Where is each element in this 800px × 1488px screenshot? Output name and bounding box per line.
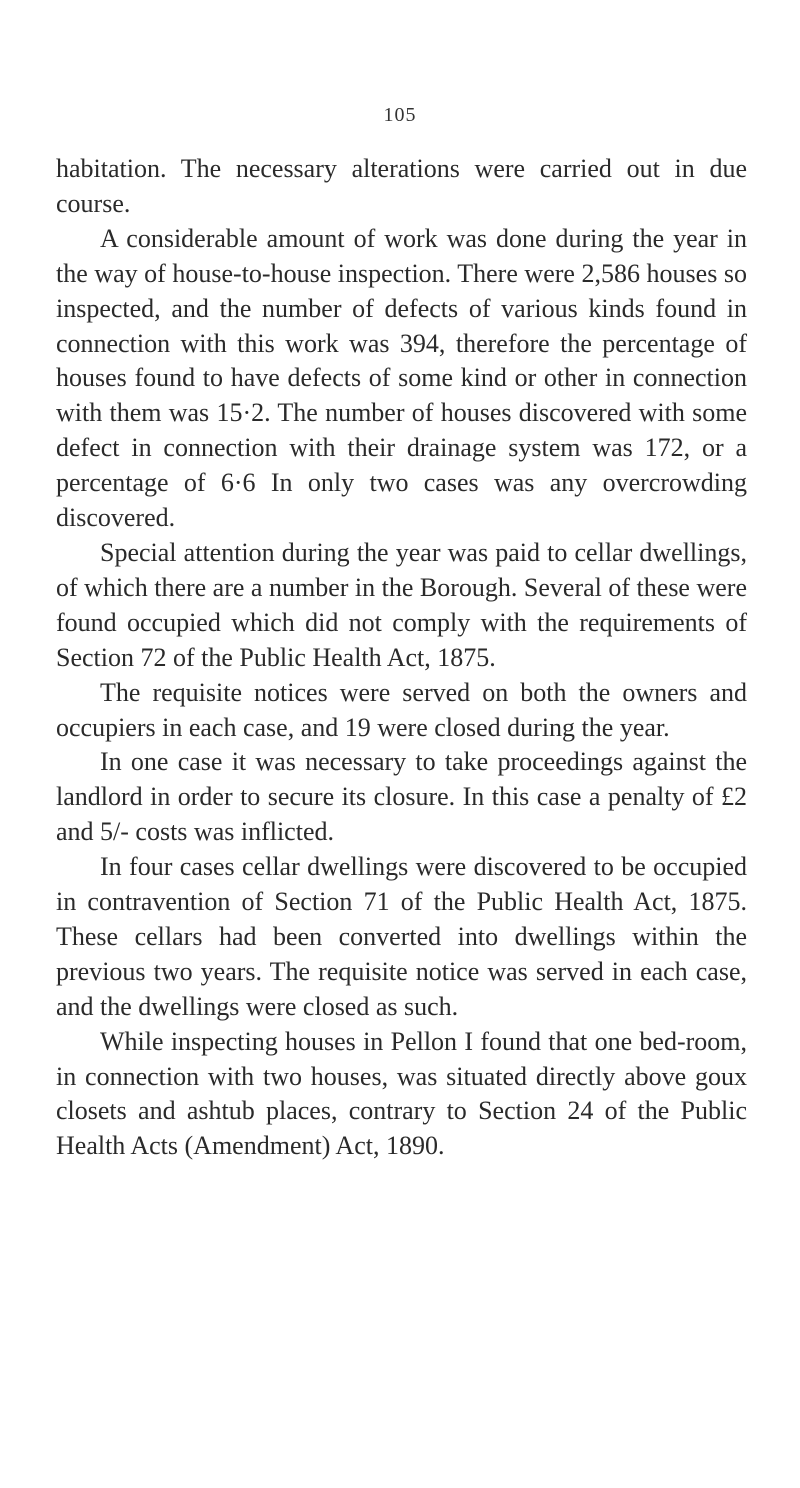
paragraph-proceedings: In one case it was necessary to take proceedings against the landlord in order to secure its closure. In this case a penalty of £2 and 5/- costs was inflicted. <box>56 747 747 847</box>
paragraph-pellon-inspection: While inspecting houses in Pellon I found that one bed-room, in connection with two houses, was situated directly above goux closets and ashtub places, contrary to Section 24 of the Public Health Acts (Amendment) Act, 1890. <box>56 1026 747 1161</box>
paragraph-cellar-dwellings: Special attention during the year was paid to cellar dwellings, of which there are a number in the Borough. Several of these were found occupied which did not comply with the requirements of Section 72 of the Public Health Act, 1875. <box>56 537 747 672</box>
page-number: 105 <box>383 104 417 126</box>
paragraph-notices-served: The requisite notices were served on both the owners and occupiers in each case, and 19 were closed during the year. <box>56 677 747 742</box>
paragraph-continuation: habitation. The necessary alterations were carried out in due course. <box>56 154 747 218</box>
document-body <box>56 152 747 1164</box>
paragraph-contravention: In four cases cellar dwellings were discovered to be occupied in contravention of Section 71 of the Public Health Act, 1875. These cellars had been converted into dwellings within the previous two years. The requisite notice was served in each case, and the dwellings were closed as such. <box>56 852 747 1021</box>
paragraph-house-inspection: A considerable amount of work was done during the year in the way of house-to-house inspection. There were 2,586 houses so inspected, and the number of defects of various kinds found in connection with this work was 394, therefore the percentage of houses found to have defects of some kind or other in connection with them was 15·2. The number of houses discovered with some defect in connection with their drainage system was 172, or a percentage of 6·6 In only two cases was any overcrowding discovered. <box>56 223 747 533</box>
